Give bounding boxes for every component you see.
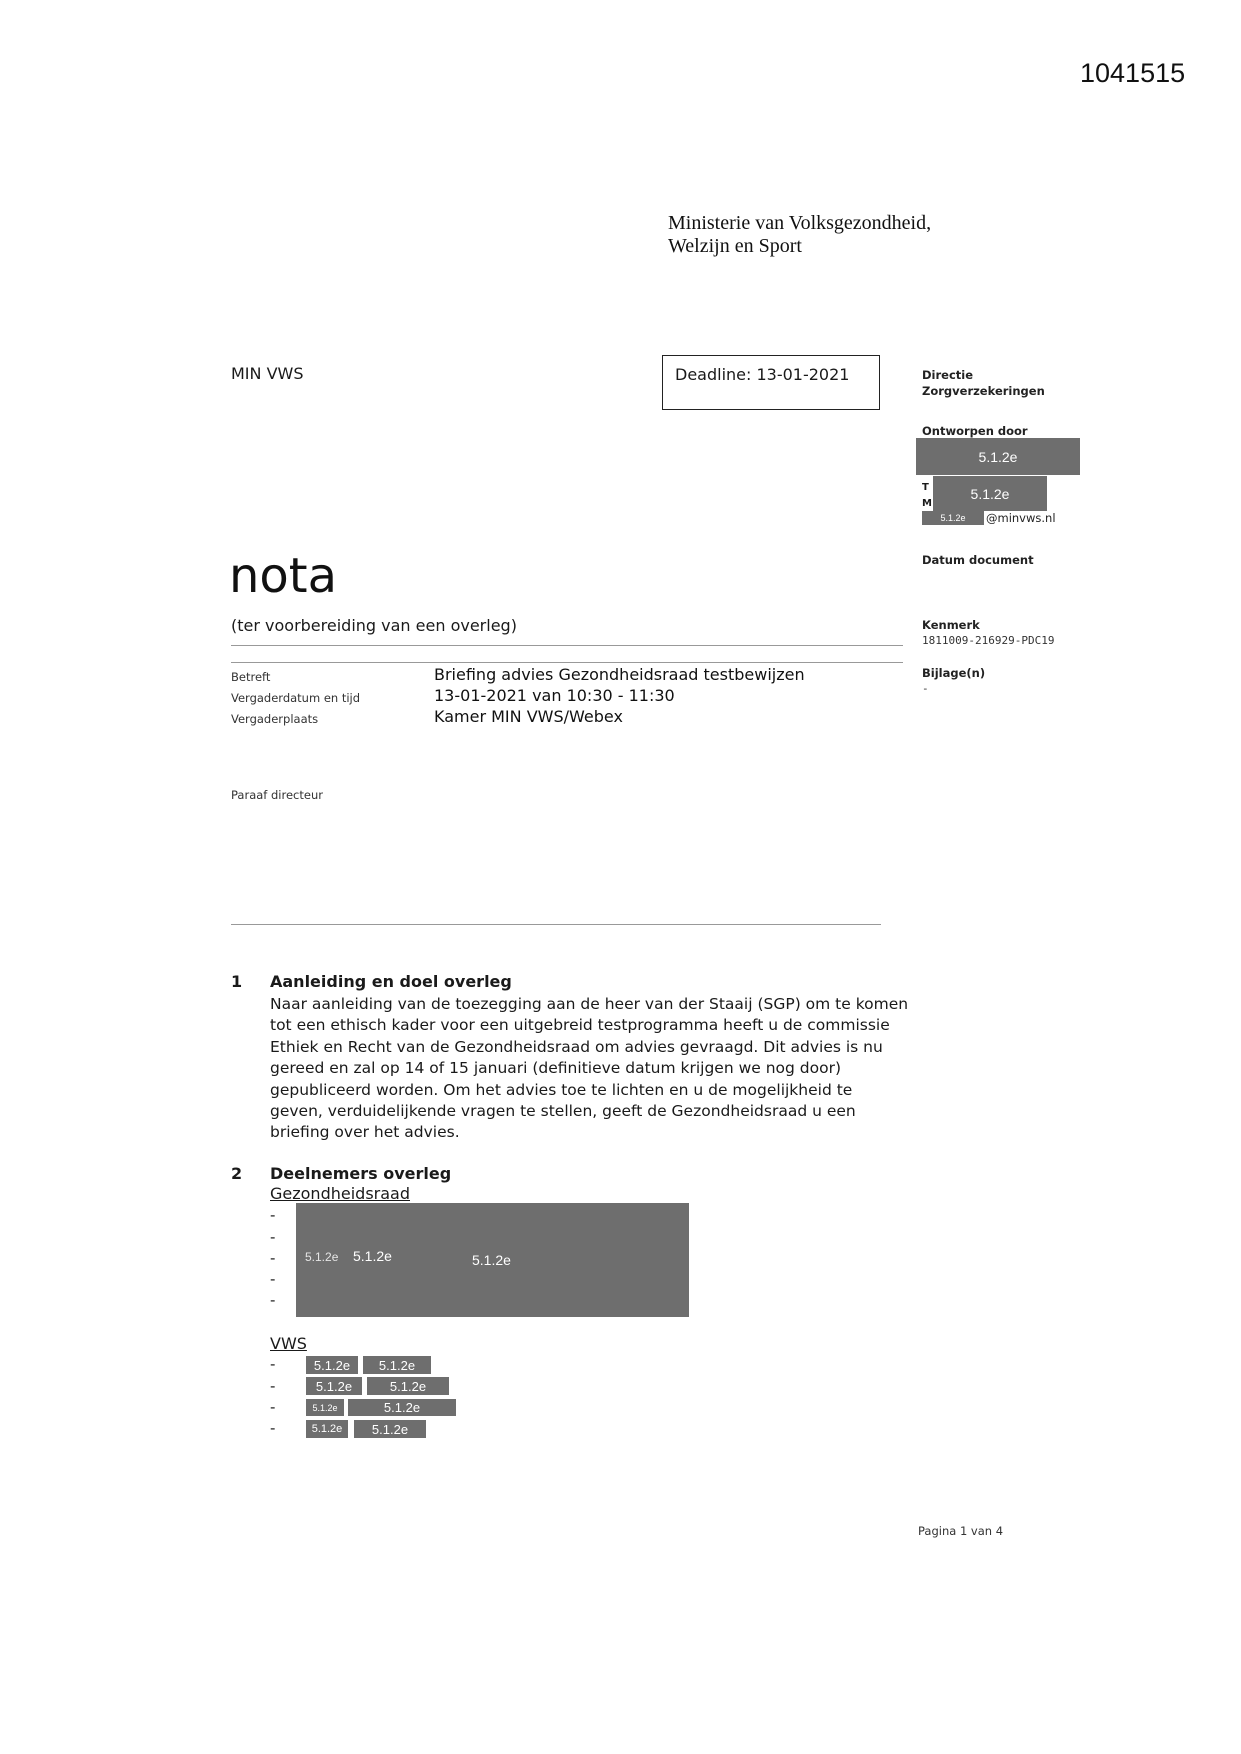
betreft-label: Betreft (231, 670, 271, 684)
vergaderdatum-value: 13-01-2021 van 10:30 - 11:30 (434, 686, 675, 705)
directie-value: Zorgverzekeringen (922, 384, 1045, 398)
kenmerk-label: Kenmerk (922, 618, 980, 632)
redaction-block: 5.1.2e (306, 1399, 344, 1416)
paraaf-label: Paraaf directeur (231, 788, 323, 802)
kenmerk-value: 1811009-216929-PDC19 (922, 634, 1055, 647)
directie-label: Directie (922, 368, 974, 382)
divider (231, 662, 903, 663)
list-dash: - (270, 1355, 276, 1373)
phone-label: T (922, 482, 929, 493)
section-1-title: Aanleiding en doel overleg (270, 972, 512, 991)
redaction-block-large (296, 1203, 689, 1317)
redaction-block: 5.1.2e (922, 511, 984, 525)
list-dash: - (270, 1206, 276, 1224)
redaction-block: 5.1.2e (363, 1356, 431, 1374)
ontworpen-label: Ontworpen door (922, 424, 1028, 438)
document-title: nota (229, 548, 338, 604)
redaction-code: 5.1.2e (305, 1250, 339, 1264)
list-dash: - (270, 1398, 276, 1416)
list-dash: - (270, 1270, 276, 1288)
datum-document-label: Datum document (922, 553, 1034, 567)
redaction-code: 5.1.2e (472, 1252, 511, 1268)
section-1-number: 1 (231, 972, 243, 991)
redaction-block: 5.1.2e (354, 1420, 426, 1438)
betreft-value: Briefing advies Gezondheidsraad testbewijzen (434, 665, 805, 684)
deadline-text: Deadline: 13-01-2021 (675, 365, 850, 384)
list-dash: - (270, 1228, 276, 1246)
group-gezondheidsraad-heading: Gezondheidsraad (270, 1184, 410, 1203)
mobile-label: M (922, 498, 932, 509)
divider (231, 924, 881, 925)
ministry-name-line2: Welzijn en Sport (668, 235, 802, 257)
section-1-body: Naar aanleiding van de toezegging aan de heer van der Staaij (SGP) om te komen tot een ethisch kader voor een uitgebreid testprogramma heeft u de commissie Ethiek en Recht van de Gezondheidsraad om advies gevraagd. Dit advies is nu gereed en zal op 14 of 15 januari (definitieve datum krijgen we nog door) gepubliceerd worden. Om het advies toe te lichten en u de mogelijkheid te geven, verduidelijkende vragen te stellen, geeft de Gezondheidsraad u een briefing over het advies. (270, 995, 909, 1142)
redaction-block: 5.1.2e (348, 1399, 456, 1416)
bijlage-value: - (922, 682, 929, 695)
redaction-block: 5.1.2e (306, 1420, 348, 1438)
email-suffix: @minvws.nl (986, 511, 1056, 525)
ministry-name-line1: Ministerie van Volksgezondheid, (668, 212, 932, 234)
redaction-block: 5.1.2e (306, 1356, 358, 1374)
section-2-title: Deelnemers overleg (270, 1164, 452, 1183)
divider (231, 645, 903, 646)
group-vws-heading: VWS (270, 1334, 307, 1353)
addressee: MIN VWS (231, 364, 304, 383)
redaction-block: 5.1.2e (306, 1377, 362, 1395)
redaction-block: 5.1.2e (933, 476, 1047, 511)
list-dash: - (270, 1249, 276, 1267)
redaction-block: 5.1.2e (367, 1377, 449, 1395)
redaction-block: 5.1.2e (916, 438, 1080, 475)
list-dash: - (270, 1419, 276, 1437)
vergaderdatum-label: Vergaderdatum en tijd (231, 691, 361, 705)
vergaderplaats-label: Vergaderplaats (231, 712, 319, 726)
redaction-code: 5.1.2e (353, 1248, 392, 1264)
section-2-number: 2 (231, 1164, 243, 1183)
document-number: 1041515 (1080, 58, 1186, 88)
bijlage-label: Bijlage(n) (922, 666, 986, 680)
page-number: Pagina 1 van 4 (918, 1524, 1004, 1538)
vergaderplaats-value: Kamer MIN VWS/Webex (434, 707, 623, 726)
document-subtitle: (ter voorbereiding van een overleg) (231, 616, 517, 635)
deadline-box (662, 355, 880, 410)
list-dash: - (270, 1291, 276, 1309)
list-dash: - (270, 1377, 276, 1395)
